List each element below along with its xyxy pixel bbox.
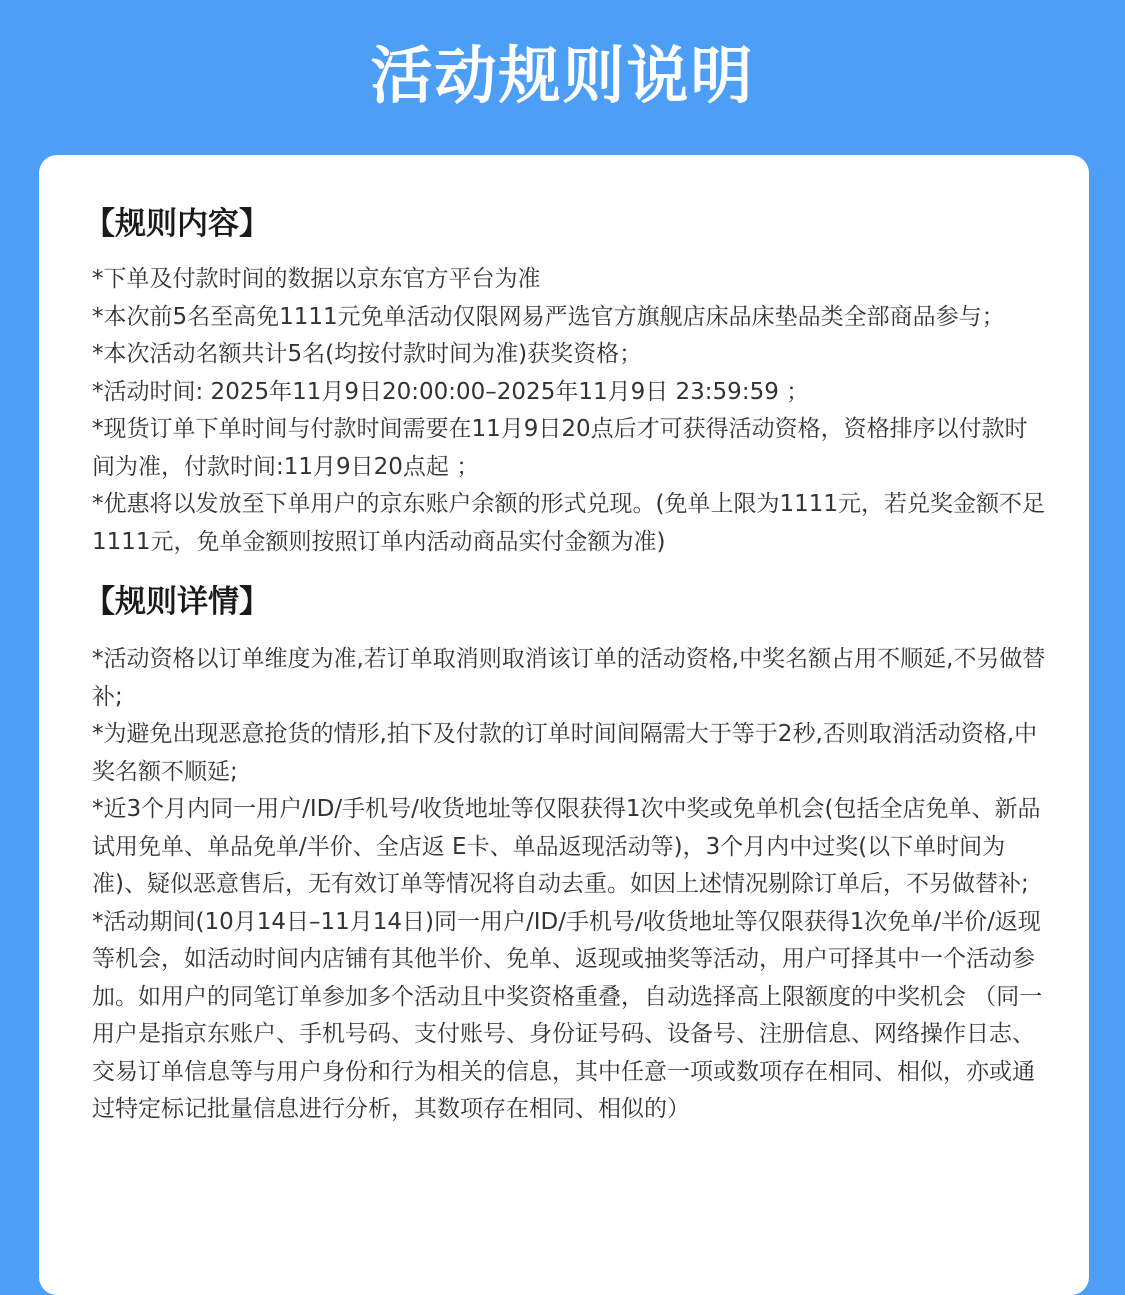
rule-item: *现货订单下单时间与付款时间需要在11月9日20点后才可获得活动资格，资格排序以付款时间为准，付款时间:11月9日20点起 ； bbox=[92, 416, 1028, 480]
rule-item: *活动期间(10月14日–11月14日)同一用户/ID/手机号/收货地址等仅限获得1次免单/半价/返现等机会，如活动时间内店铺有其他半价、免单、返现或抽奖等活动，用户可择其中一个活动参加。如用户的同笔订单参加多个活动且中奖资格重叠，自动选择高上限额度的中奖机会 （同一用户是指京东账户、手机号码、支付账号、身份证号码、设备号、注册信息、网络操作日志、交易订单信息等与用户身份和行为相关的信息，其中任意一项或数项存在相同、相似，亦或通过特定标记批量信息进行分析，其数项存在相同、相似的） bbox=[92, 908, 1043, 1122]
rule-item: *本次前5名至高免1111元免单活动仅限网易严选官方旗舰店床品床垫品类全部商品参与； bbox=[92, 303, 1005, 330]
rules-content-list bbox=[92, 261, 1049, 561]
rule-item: *为避免出现恶意抢货的情形,拍下及付款的订单时间间隔需大于等于2秒,否则取消活动资格,中奖名额不顺延; bbox=[92, 721, 1038, 785]
rule-item: *活动时间: 2025年11月9日20:00:00–2025年11月9日 23:59:59 ； bbox=[92, 378, 810, 405]
rule-item: *近3个月内同一用户/ID/手机号/收货地址等仅限获得1次中奖或免单机会(包括全店免单、新品试用免单、单品免单/半价、全店返 E卡、单品返现活动等)，3个月内中过奖(以下单时间为准)、疑似恶意售后，无有效订单等情况将自动去重。如因上述情况剔除订单后，不另做替补; bbox=[92, 796, 1041, 897]
rules-card bbox=[39, 155, 1089, 1295]
rules-content-heading: 【规则内容】 bbox=[84, 206, 270, 242]
rule-item: *下单及付款时间的数据以京东官方平台为准 bbox=[92, 266, 541, 292]
rule-item: *优惠将以发放至下单用户的京东账户余额的形式兑现。(免单上限为1111元，若兑奖金额不足1111元，免单金额则按照订单内活动商品实付金额为准) bbox=[92, 491, 1046, 555]
rule-item: *本次活动名额共计5名(均按付款时间为准)获奖资格； bbox=[92, 341, 643, 367]
rules-details-list bbox=[92, 641, 1049, 1129]
rule-item: *活动资格以订单维度为准,若订单取消则取消该订单的活动资格,中奖名额占用不顺延,不另做替补; bbox=[92, 646, 1046, 710]
rules-details-heading: 【规则详情】 bbox=[84, 584, 270, 620]
page-title: 活动规则说明 bbox=[370, 39, 755, 112]
